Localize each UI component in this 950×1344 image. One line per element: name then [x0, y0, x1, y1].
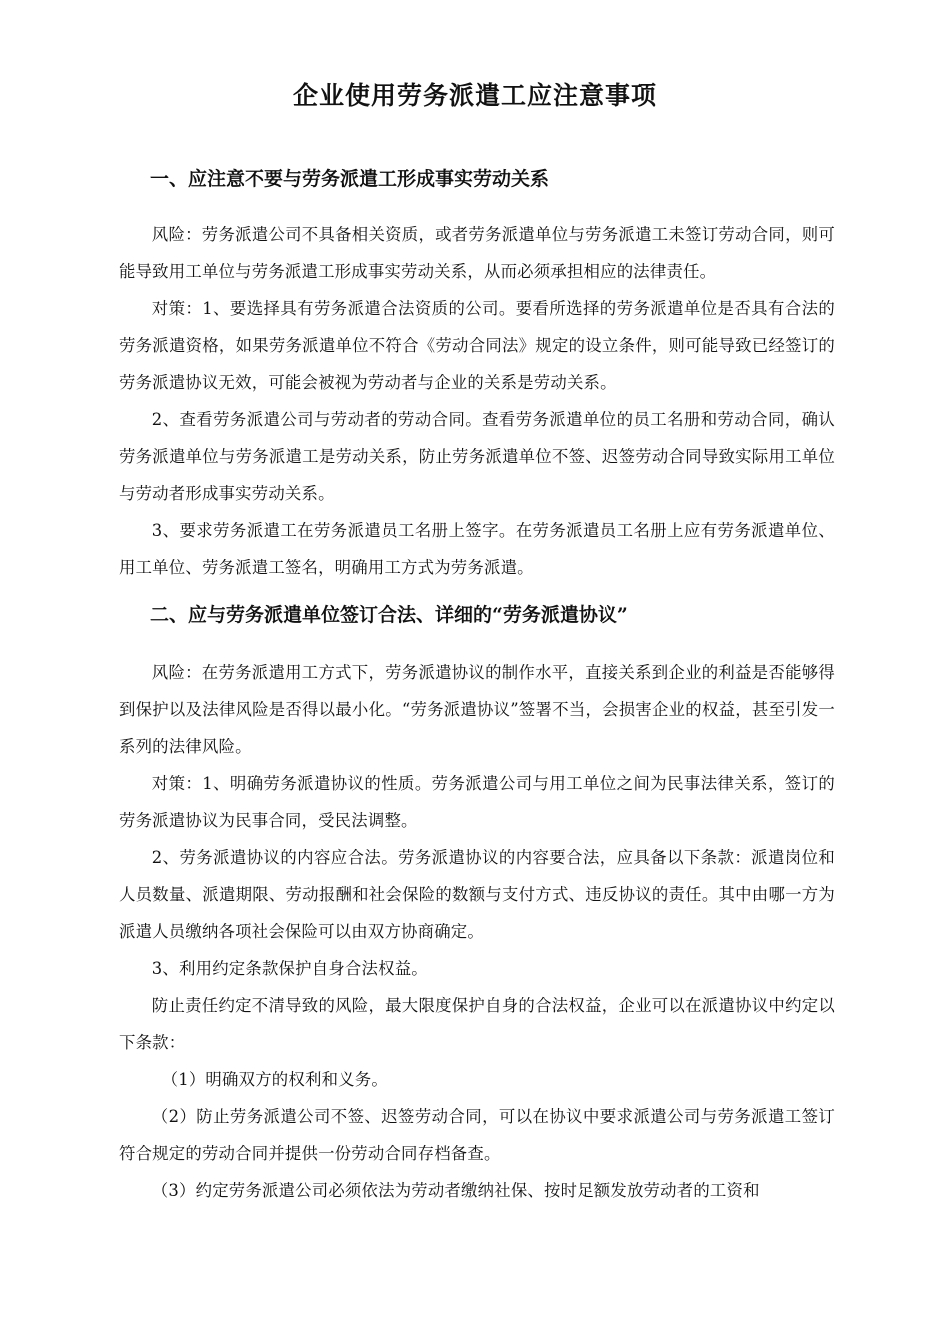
paragraph-measure-2-3: 3、利用约定条款保护自身合法权益。 — [151, 959, 428, 978]
paragraph-risk-1: 风险：劳务派遣公司不具备相关资质，或者劳务派遣单位与劳务派遣工未签订劳动合同，则可能导致用工单位与劳务派遣工形成事实劳动关系，从而必须承担相应的法律责任。 — [119, 225, 835, 281]
document-title: 企业使用劳务派遣工应注意事项 — [292, 81, 657, 110]
paragraph-measure-2-2: 2、劳务派遣协议的内容应合法。劳务派遣协议的内容要合法，应具备以下条款：派遣岗位和人员数量、派遣期限、劳动报酬和社会保险的数额与支付方式、违反协议的责任。其中由哪一方为派遣人员缴纳各项社会保险可以由双方协商确定。 — [119, 848, 835, 941]
paragraph-measure-1-3: 3、要求劳务派遣工在劳务派遣员工名册上签字。在劳务派遣员工名册上应有劳务派遣单位、用工单位、劳务派遣工签名，明确用工方式为劳务派遣。 — [119, 521, 835, 577]
list-item-clause-2: （2）防止劳务派遣公司不签、迟签劳动合同，可以在协议中要求派遣公司与劳务派遣工签订符合规定的劳动合同并提供一份劳动合同存档备查。 — [119, 1107, 835, 1163]
paragraph-measure-1-2: 2、查看劳务派遣公司与劳动者的劳动合同。查看劳务派遣单位的员工名册和劳动合同，确认劳务派遣单位与劳务派遣工是劳动关系，防止劳务派遣单位不签、迟签劳动合同导致实际用工单位与劳动者形成事实劳动关系。 — [119, 410, 835, 503]
list-item-clause-1: （1）明确双方的权利和义务。 — [161, 1070, 388, 1089]
section-heading-1: 一、应注意不要与劳务派遣工形成事实劳动关系 — [150, 168, 550, 190]
list-item-clause-3: （3）约定劳务派遣公司必须依法为劳动者缴纳社保、按时足额发放劳动者的工资和 — [151, 1181, 760, 1200]
paragraph-measure-2-1: 对策：1、明确劳务派遣协议的性质。劳务派遣公司与用工单位之间为民事法律关系，签订的劳务派遣协议为民事合同，受民法调整。 — [119, 774, 835, 830]
section-heading-2: 二、应与劳务派遣单位签订合法、详细的“劳务派遣协议” — [150, 604, 628, 626]
paragraph-risk-2: 风险：在劳务派遣用工方式下，劳务派遣协议的制作水平，直接关系到企业的利益是否能够得到保护以及法律风险是否得以最小化。“劳务派遣协议”签署不当，会损害企业的权益，甚至引发一系列的法律风险。 — [119, 663, 835, 756]
document-body — [119, 166, 835, 1209]
paragraph-measure-1-1: 对策：1、要选择具有劳务派遣合法资质的公司。要看所选择的劳务派遣单位是否具有合法的劳务派遣资格，如果劳务派遣单位不符合《劳动合同法》规定的设立条件，则可能导致已经签订的劳务派遣协议无效，可能会被视为劳动者与企业的关系是劳动关系。 — [119, 299, 835, 392]
paragraph-clauses-intro: 防止责任约定不清导致的风险，最大限度保护自身的合法权益，企业可以在派遣协议中约定以下条款： — [119, 996, 835, 1052]
